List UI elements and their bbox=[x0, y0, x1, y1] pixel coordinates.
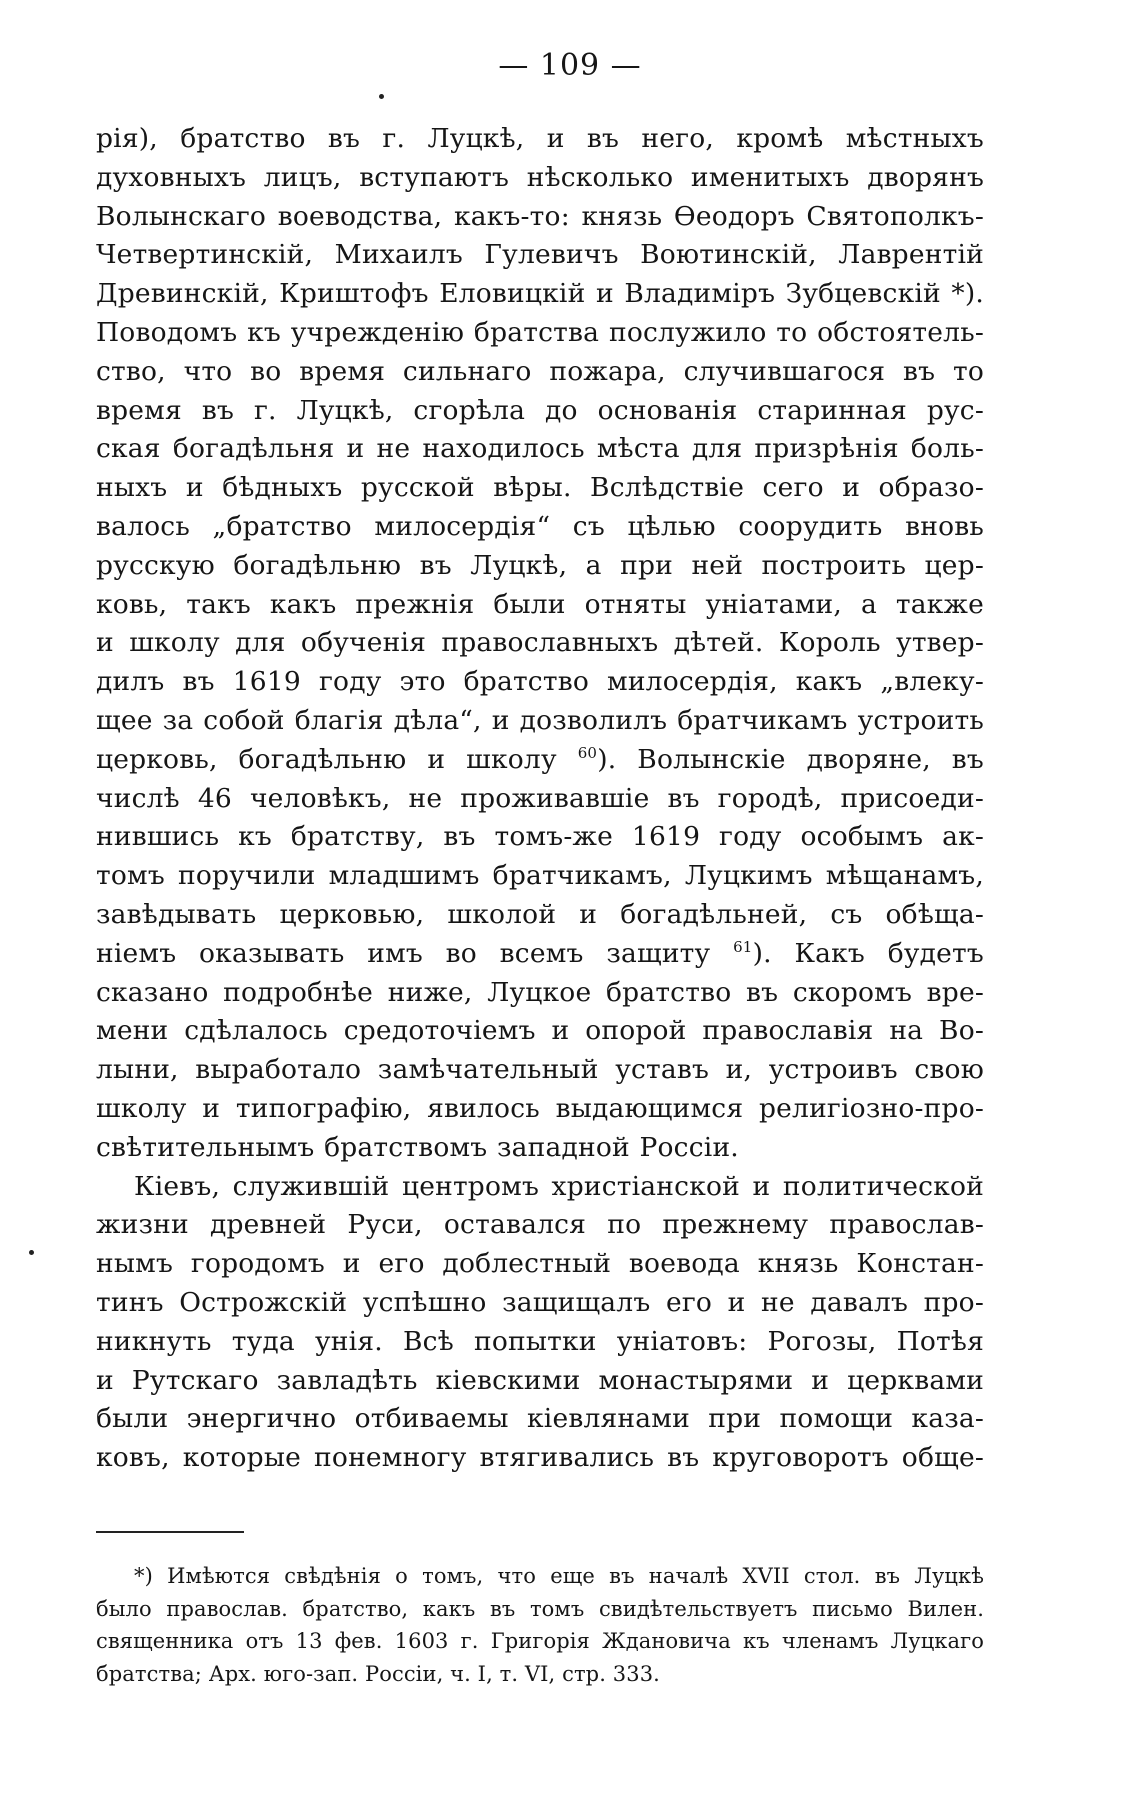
text-line: завѣдывать церковью, школой и богадѣльней, съ обѣща- bbox=[96, 898, 984, 930]
text-line: ство, что во время сильнаго пожара, случившагося въ то bbox=[96, 355, 984, 387]
text-line: свѣтительнымъ братствомъ западной Россіи. bbox=[96, 1131, 739, 1163]
text-line bbox=[96, 935, 984, 974]
text-line: Волынскаго воеводства, какъ-то: князь Ѳеодоръ Святополкъ- bbox=[96, 200, 984, 232]
text-line: валось „братство милосердія“ съ цѣлью соорудить вновь bbox=[96, 510, 984, 542]
text-line: ская богадѣльня и не находилось мѣста для призрѣнія боль- bbox=[96, 433, 984, 465]
text-line: тинъ Острожскій успѣшно защищалъ его и не давалъ про- bbox=[96, 1286, 984, 1318]
footnote-divider bbox=[96, 1531, 244, 1533]
paragraph-2 bbox=[96, 1168, 984, 1478]
text-line: и Рутскаго завладѣть кіевскими монастырями и церквами bbox=[96, 1364, 984, 1396]
text-line: никнуть туда унія. Всѣ попытки уніатовъ: Рогозы, Потѣя bbox=[96, 1325, 984, 1357]
text-line: щее за собой благія дѣла“, и дозволилъ братчикамъ устроить bbox=[96, 704, 984, 736]
text-line: числѣ 46 человѣкъ, не проживавшіе въ городѣ, присоеди- bbox=[96, 782, 984, 814]
footnote-ref-60: 60 bbox=[577, 743, 598, 762]
main-text bbox=[96, 120, 984, 1478]
text-line: школу и типографію, явилось выдающимся религіозно-про- bbox=[96, 1092, 984, 1124]
text-line: жизни древней Руси, оставался по прежнему православ- bbox=[96, 1209, 984, 1241]
text-line: Поводомъ къ учрежденію братства послужило то обстоятель- bbox=[96, 316, 984, 348]
text-line: Кіевъ, служившій центромъ христіанской и политической bbox=[134, 1170, 984, 1202]
text-line bbox=[96, 741, 984, 780]
footnote-line: священника отъ 13 фев. 1603 г. Григорія Ждановича къ членамъ Луцкаго bbox=[96, 1629, 984, 1653]
text-fragment: ). Какъ будетъ bbox=[752, 937, 984, 969]
print-speck bbox=[379, 94, 384, 99]
print-speck bbox=[29, 1250, 34, 1255]
text-line: томъ поручили младшимъ братчикамъ, Луцкимъ мѣщанамъ, bbox=[96, 860, 984, 892]
text-line: рія), братство въ г. Луцкѣ, и въ него, кромѣ мѣстныхъ bbox=[96, 123, 984, 154]
text-line: были энергично отбиваемы кіевлянами при помощи каза- bbox=[96, 1403, 984, 1435]
text-fragment: ). Волынскіе дворяне, въ bbox=[597, 743, 984, 775]
text-line: и школу для обученія православныхъ дѣтей. Король утвер- bbox=[96, 627, 984, 659]
text-fragment: церковь, богадѣльню и школу bbox=[96, 743, 578, 775]
page-number: — 109 — bbox=[498, 48, 642, 83]
text-line: лыни, выработало замѣчательный уставъ и, устроивъ свою bbox=[96, 1054, 984, 1086]
footnote bbox=[96, 1560, 984, 1690]
text-line: русскую богадѣльню въ Луцкѣ, а при ней построить цер- bbox=[96, 549, 984, 581]
text-line: ковь, такъ какъ прежнія были отняты уніатами, а также bbox=[96, 588, 984, 620]
text-line: сказано подробнѣе ниже, Луцкое братство въ скоромъ вре- bbox=[96, 976, 984, 1008]
text-line: Древинскій, Криштофъ Еловицкій и Владиміръ Зубцевскій *). bbox=[96, 278, 984, 310]
text-line: духовныхъ лицъ, вступаютъ нѣсколько именитыхъ дворянъ bbox=[96, 161, 984, 193]
text-line: нившись къ братству, въ томъ-же 1619 году особымъ ак- bbox=[96, 821, 984, 853]
footnote-ref-61: 61 bbox=[733, 937, 753, 956]
text-line: ковъ, которые понемногу втягивались въ круговоротъ обще- bbox=[96, 1442, 984, 1474]
paragraph-1 bbox=[96, 120, 984, 1168]
text-line: дилъ въ 1619 году это братство милосердія, какъ „влеку- bbox=[96, 666, 984, 698]
text-line: ныхъ и бѣдныхъ русской вѣры. Вслѣдствіе сего и образо- bbox=[96, 472, 984, 504]
footnote-line: братства; Арх. юго-зап. Россіи, ч. I, т. VI, стр. 333. bbox=[96, 1661, 660, 1686]
footnote-line: *) Имѣются свѣдѣнія о томъ, что еще въ началѣ XVII стол. въ Луцкѣ bbox=[134, 1564, 984, 1588]
footnote-line: было православ. братство, какъ въ томъ свидѣтельствуетъ письмо Вилен. bbox=[96, 1596, 984, 1621]
text-line: мени сдѣлалось средоточіемъ и опорой православія на Во- bbox=[96, 1015, 984, 1047]
text-line: время въ г. Луцкѣ, сгорѣла до основанія старинная рус- bbox=[96, 394, 984, 426]
text-line: Четвертинскій, Михаилъ Гулевичъ Воютинскій, Лаврентій bbox=[96, 239, 984, 271]
text-line: нымъ городомъ и его доблестный воевода князь Констан- bbox=[96, 1248, 984, 1280]
text-fragment: ніемъ оказывать имъ во всемъ защиту bbox=[96, 937, 734, 969]
